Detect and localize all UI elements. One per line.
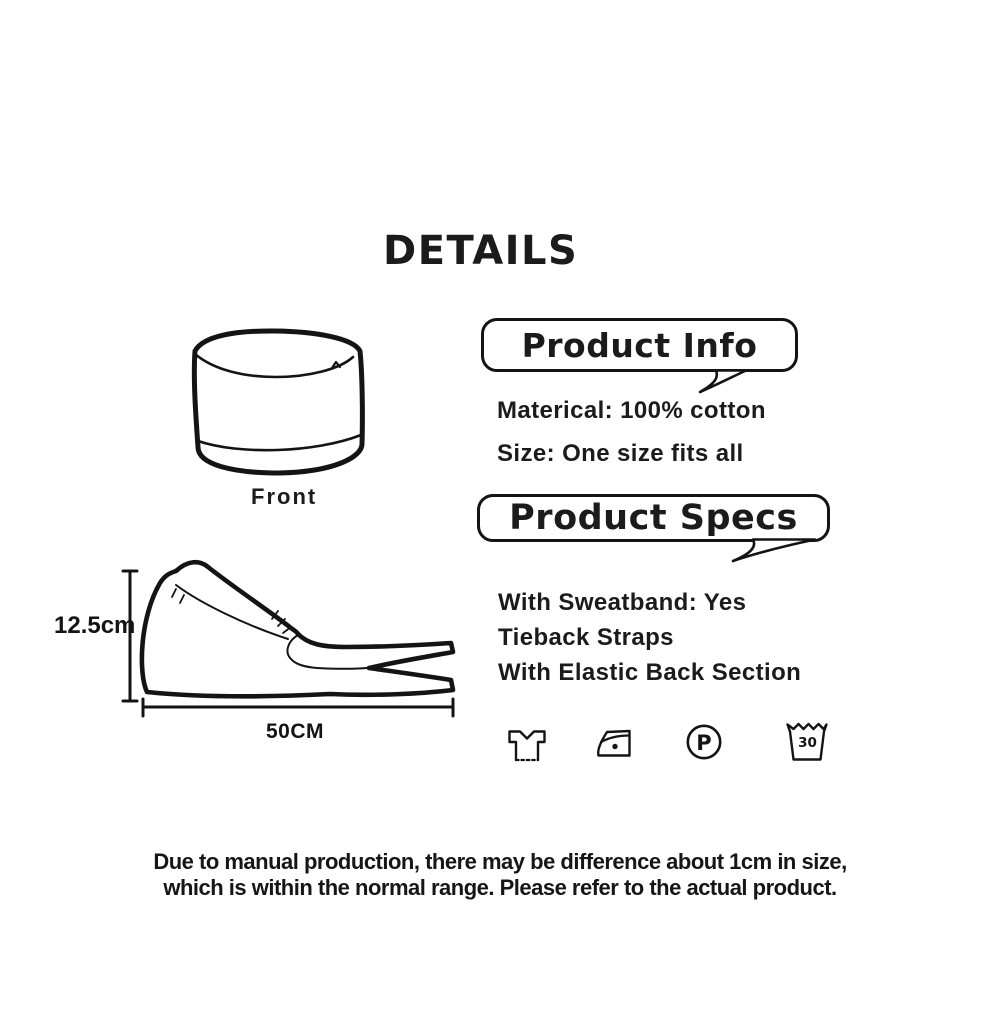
product-info-bubble-tail xyxy=(695,369,755,397)
front-view-cap-illustration xyxy=(183,328,369,480)
iron-one-dot-icon xyxy=(595,727,633,758)
dry-clean-letter: P xyxy=(696,731,712,755)
front-view-caption: Front xyxy=(251,484,318,509)
product-specs-bubble xyxy=(477,494,830,542)
spec-line-tieback: Tieback Straps xyxy=(498,624,674,651)
product-specs-bubble-tail xyxy=(725,538,820,566)
width-dimension-label: 50CM xyxy=(266,720,325,743)
height-dimension-label: 12.5cm xyxy=(54,612,136,639)
size-line: Size: One size fits all xyxy=(497,440,744,467)
tshirt-icon xyxy=(507,728,547,762)
product-info-title: Product Info xyxy=(521,325,758,365)
page-title: DETAILS xyxy=(383,228,579,274)
product-info-bubble xyxy=(481,318,798,372)
spec-line-sweatband: With Sweatband: Yes xyxy=(498,589,747,616)
wash-temperature-label: 30 xyxy=(798,735,817,751)
product-specs-title: Product Specs xyxy=(509,498,798,538)
side-view-cap-illustration xyxy=(120,555,470,720)
disclaimer xyxy=(0,849,1000,901)
width-dimension-line xyxy=(143,699,453,716)
wash-30-icon xyxy=(785,721,829,762)
spec-line-elastic: With Elastic Back Section xyxy=(498,659,802,686)
disclaimer-line-2: which is within the normal range. Please refer to the actual product. xyxy=(163,875,837,900)
material-line: Materical: 100% cotton xyxy=(497,397,766,424)
dry-clean-p-icon xyxy=(685,723,723,761)
disclaimer-line-1: Due to manual production, there may be difference about 1cm in size, xyxy=(153,849,847,874)
